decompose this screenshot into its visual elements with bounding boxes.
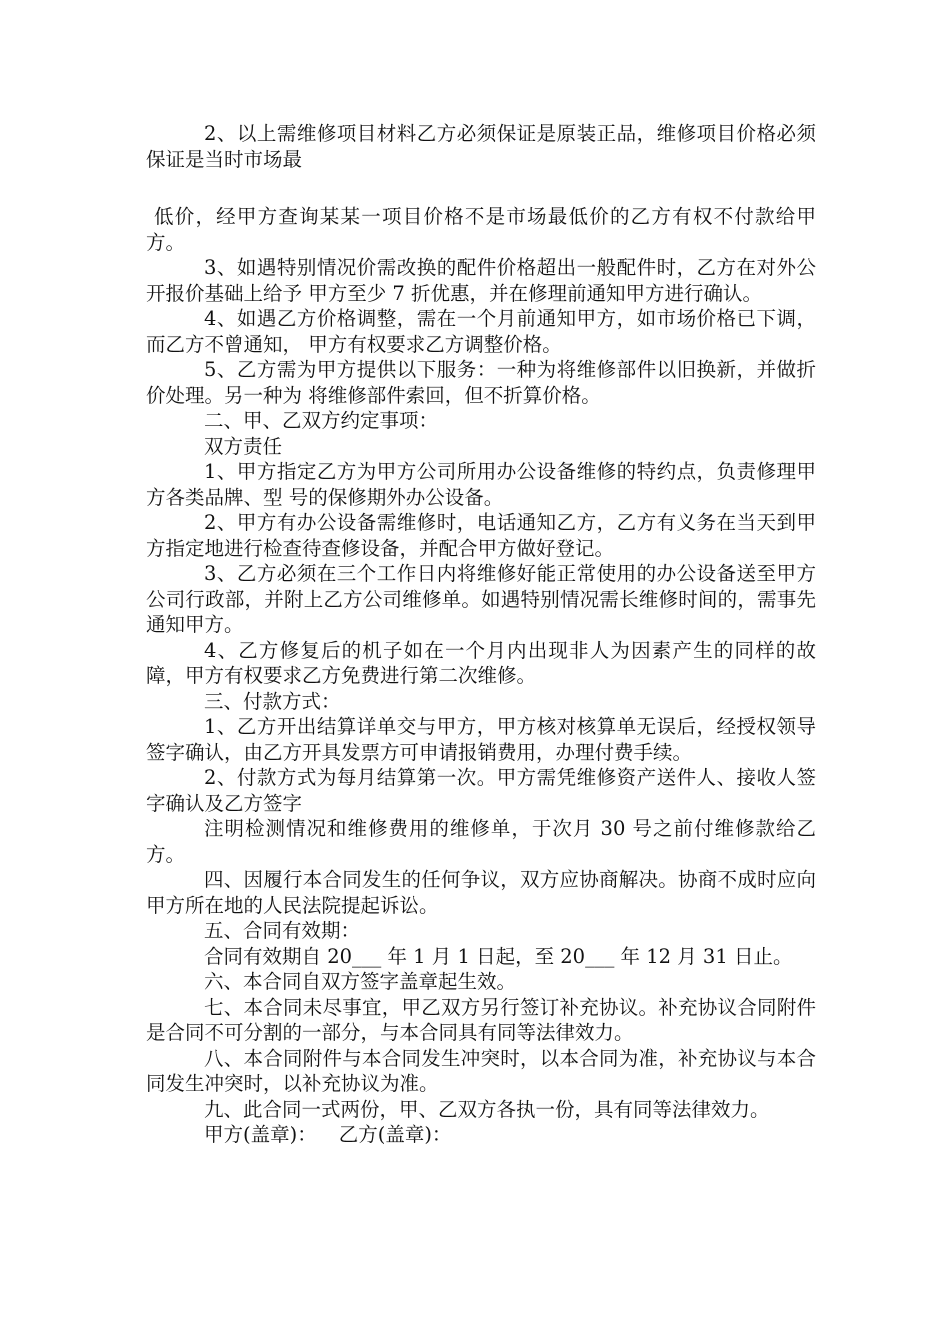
section-3-heading: 三、付款方式： <box>204 689 341 713</box>
section-4-disputes: 四、因履行本合同发生的任何争议，双方应协商解决。协商不成时应向甲方所在地的人民法院提起诉讼。 <box>146 868 816 917</box>
clause-5-services: 5、乙方需为甲方提供以下服务：一种为将维修部件以旧换新，并做折价处理。另一种为 将维修部件索回，但不折算价格。 <box>146 358 816 407</box>
payment-2-continuation: 注明检测情况和维修费用的维修单，于次月 30 号之前付维修款给乙方。 <box>146 817 816 866</box>
signature-line <box>146 1122 816 1148</box>
payment-2: 2、付款方式为每月结算第一次。甲方需凭维修资产送件人、接收人签字确认及乙方签字 <box>146 766 816 815</box>
clause-2-materials: 2、以上需维修项目材料乙方必须保证是原装正品，维修项目价格必须保证是当时市场最 <box>146 122 816 171</box>
party-a-seal-label: 甲方(盖章)： <box>204 1123 317 1146</box>
contract-term: 合同有效期自 20___ 年 1 月 1 日起，至 20___ 年 12 月 31 日止。 <box>204 944 793 968</box>
section-5-heading: 五、合同有效期： <box>204 919 361 942</box>
contract-page <box>146 121 816 1148</box>
responsibility-1: 1、甲方指定乙方为甲方公司所用办公设备维修的特约点，负责修理甲方各类品牌、型 号的保修期外办公设备。 <box>146 460 816 509</box>
clause-3-special-parts: 3、如遇特别情况价需改换的配件价格超出一般配件时，乙方在对外公开报价基础上给予 甲方至少 7 折优惠，并在修理前通知甲方进行确认。 <box>146 256 816 305</box>
responsibility-2: 2、甲方有办公设备需维修时，电话通知乙方，乙方有义务在当天到甲方指定地进行检查待查修设备，并配合甲方做好登记。 <box>146 511 816 560</box>
party-b-seal-label: 乙方(盖章)： <box>338 1123 452 1146</box>
responsibility-3: 3、乙方必须在三个工作日内将维修好能正常使用的办公设备送至甲方公司行政部，并附上乙方公司维修单。如遇特别情况需长维修时间的，需事先通知甲方。 <box>146 562 816 636</box>
payment-1: 1、乙方开出结算详单交与甲方，甲方核对核算单无误后，经授权领导签字确认，由乙方开具发票方可申请报销费用，办理付费手续。 <box>146 715 816 764</box>
section-2-subheading: 双方责任 <box>204 434 283 458</box>
section-6-effective: 六、本合同自双方签字盖章起生效。 <box>204 970 517 993</box>
responsibility-4: 4、乙方修复后的机子如在一个月内出现非人为因素产生的同样的故障，甲方有权要求乙方免费进行第二次维修。 <box>146 638 816 687</box>
section-8-conflicts: 八、本合同附件与本合同发生冲突时，以本合同为准，补充协议与本合同发生冲突时，以补充协议为准。 <box>146 1046 816 1095</box>
section-2-heading: 二、甲、乙双方约定事项： <box>204 409 439 432</box>
clause-4-price-adjustment: 4、如遇乙方价格调整，需在一个月前通知甲方，如市场价格已下调，而乙方不曾通知， 甲方有权要求乙方调整价格。 <box>146 307 816 356</box>
paragraph-gap <box>146 172 816 204</box>
clause-2-continuation: 低价，经甲方查询某某一项目价格不是市场最低价的乙方有权不付款给甲方。 <box>146 205 816 254</box>
section-9-copies: 九、此合同一式两份，甲、乙双方各执一份，具有同等法律效力。 <box>204 1097 770 1121</box>
section-7-supplement: 七、本合同未尽事宜，甲乙双方另行签订补充协议。补充协议合同附件是合同不可分割的一部分，与本合同具有同等法律效力。 <box>146 995 816 1044</box>
